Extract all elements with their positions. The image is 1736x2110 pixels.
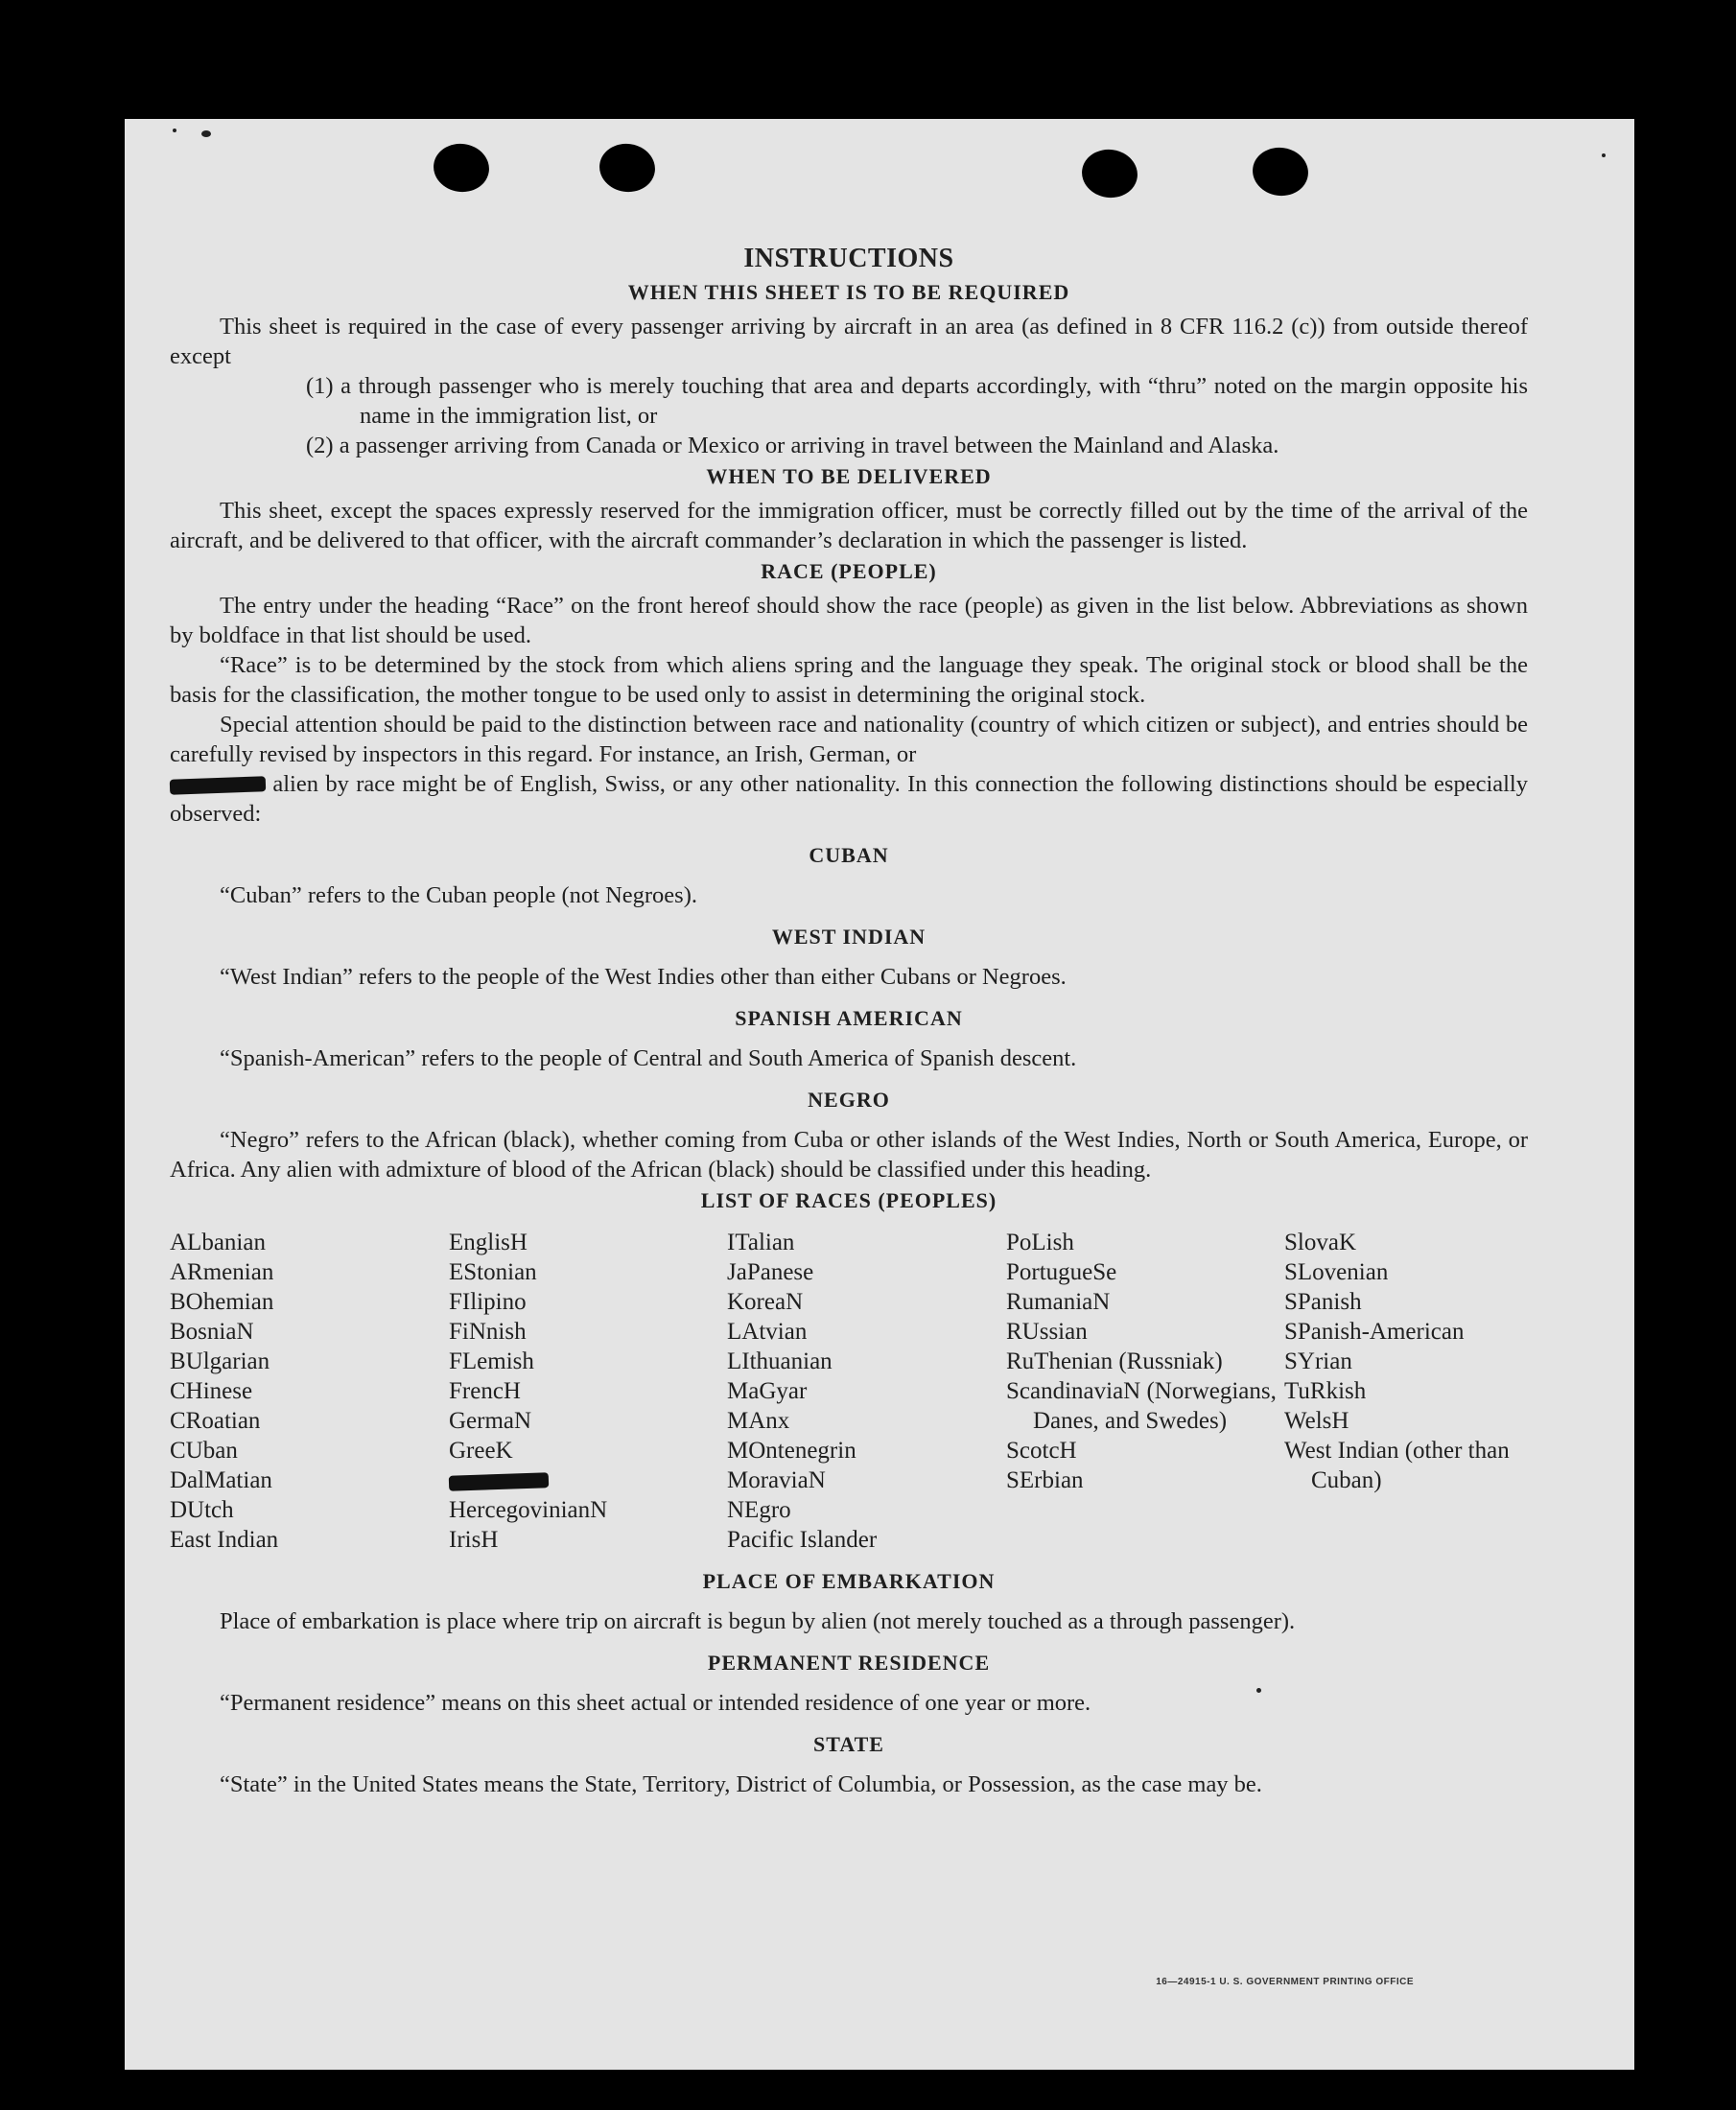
section-heading-delivered: WHEN TO BE DELIVERED (706, 464, 992, 488)
race-item: MoraviaN (727, 1467, 826, 1493)
section-heading-residence: PERMANENT RESIDENCE (707, 1651, 991, 1675)
race-item: LIthuanian (727, 1348, 833, 1374)
negro-text: “Negro” refers to the African (black), whether coming from Cuba or other islands of the West Indies, North or South America, Europe, or Africa. Any alien with admixture of blood of the African (black) should be classified under this heading. (170, 1127, 1528, 1183)
race-item: SPanish-American (1284, 1319, 1465, 1345)
speck-mark (201, 130, 211, 137)
race-item: IrisH (449, 1527, 499, 1553)
instructions-content (170, 242, 1528, 1799)
race-item: HercegovinianN (449, 1497, 608, 1523)
speck-mark (1602, 153, 1606, 157)
race-item: MaGyar (727, 1378, 808, 1404)
race-item: SlovaK (1284, 1230, 1356, 1255)
race-item: TuRkish (1284, 1378, 1367, 1404)
race-column-5 (1284, 1228, 1562, 1555)
required-item-2: (2) a passenger arriving from Canada or Mexico or arriving in travel between the Mainland and Alaska. (306, 433, 1279, 458)
required-item-1: (1) a through passenger who is merely touching that area and departs accordingly, with “thru” noted on the margin opposite his name in the immigration list, or (306, 373, 1528, 429)
redaction-mark (449, 1472, 549, 1491)
punch-hole (597, 140, 658, 196)
race-paragraph-3a: Special attention should be paid to the distinction between race and nationality (country of which citizen or subject), and entries should be carefully revised by inspectors in this regard. For instance, an Irish, German, or (170, 712, 1528, 767)
race-item: NEgro (727, 1497, 791, 1523)
race-item: CHinese (170, 1378, 253, 1404)
document-sheet (125, 119, 1634, 2070)
race-item: LAtvian (727, 1319, 808, 1345)
race-item: West Indian (other than Cuban) (1284, 1438, 1510, 1493)
cuban-text: “Cuban” refers to the Cuban people (not Negroes). (220, 882, 697, 908)
race-item: SYrian (1284, 1348, 1352, 1374)
punch-hole (431, 140, 492, 196)
race-item: CUban (170, 1438, 238, 1464)
race-item: SErbian (1006, 1467, 1084, 1493)
race-item: WelsH (1284, 1408, 1349, 1434)
race-column-4 (1006, 1228, 1284, 1555)
embarkation-text: Place of embarkation is place where trip on aircraft is begun by alien (not merely touched as a through passenger). (220, 1608, 1296, 1634)
race-paragraph-1: The entry under the heading “Race” on the front hereof should show the race (people) as given in the list below. Abbreviations as shown by boldface in that list should be used. (170, 593, 1528, 648)
race-item: GermaN (449, 1408, 532, 1434)
race-item: RUssian (1006, 1319, 1088, 1345)
race-item: DUtch (170, 1497, 234, 1523)
race-item: GreeK (449, 1438, 513, 1464)
race-item-redacted (449, 1465, 727, 1495)
speck-mark (173, 129, 176, 132)
race-column-1 (170, 1228, 449, 1555)
redaction-mark (170, 777, 266, 795)
race-item: ARmenian (170, 1259, 274, 1285)
spanish-american-text: “Spanish-American” refers to the people of Central and South America of Spanish descent. (220, 1045, 1077, 1071)
punch-hole (1079, 146, 1140, 201)
race-paragraph-3b: alien by race might be of English, Swiss, or any other nationality. In this connection the following distinctions should be especially observed: (170, 771, 1528, 827)
section-heading-negro: NEGRO (808, 1088, 890, 1112)
race-column-3 (727, 1228, 1006, 1555)
race-item: ScotcH (1006, 1438, 1077, 1464)
section-heading-required: WHEN THIS SHEET IS TO BE REQUIRED (627, 280, 1070, 304)
race-item: CRoatian (170, 1408, 261, 1434)
race-item: JaPanese (727, 1259, 814, 1285)
race-item: RumaniaN (1006, 1289, 1111, 1315)
race-item: ITalian (727, 1230, 795, 1255)
section-heading-embarkation: PLACE OF EMBARKATION (702, 1569, 996, 1593)
punch-hole (1250, 144, 1311, 199)
race-item: EStonian (449, 1259, 537, 1285)
race-paragraph-2: “Race” is to be determined by the stock from which aliens spring and the language they speak. The original stock or blood shall be the basis for the classification, the mother tongue to be used only to assist in determining the original stock. (170, 652, 1528, 708)
section-heading-race: RACE (PEOPLE) (761, 559, 937, 583)
race-item: East Indian (170, 1527, 279, 1553)
race-item: MAnx (727, 1408, 790, 1434)
race-item: Pacific Islander (727, 1527, 878, 1553)
west-indian-text: “West Indian” refers to the people of the West Indies other than either Cubans or Negroes. (220, 964, 1067, 990)
delivered-text: This sheet, except the spaces expressly reserved for the immigration officer, must be correctly filled out by the time of the arrival of the aircraft, and be delivered to that officer, with the aircraft commander’s declaration in which the passenger is listed. (170, 498, 1528, 553)
race-item: BOhemian (170, 1289, 274, 1315)
race-item: SPanish (1284, 1289, 1362, 1315)
section-heading-spanish-american: SPANISH AMERICAN (735, 1006, 963, 1030)
race-item: FiNnish (449, 1319, 527, 1345)
section-heading-state: STATE (813, 1732, 884, 1756)
race-item: EnglisH (449, 1230, 528, 1255)
race-item: KoreaN (727, 1289, 804, 1315)
residence-text: “Permanent residence” means on this sheet actual or intended residence of one year or more. (220, 1690, 1091, 1716)
section-heading-list-of-races: LIST OF RACES (PEOPLES) (700, 1188, 997, 1212)
race-item: DalMatian (170, 1467, 272, 1493)
race-item: FrencH (449, 1378, 521, 1404)
race-item: RuThenian (Russniak) (1006, 1348, 1223, 1374)
race-item: PortugueSe (1006, 1259, 1117, 1285)
race-item: FIlipino (449, 1289, 527, 1315)
state-text: “State” in the United States means the State, Territory, District of Columbia, or Possession, as the case may be. (220, 1771, 1262, 1797)
section-heading-west-indian: WEST INDIAN (771, 925, 927, 949)
race-item: BosniaN (170, 1319, 254, 1345)
race-item: ALbanian (170, 1230, 266, 1255)
race-item: FLemish (449, 1348, 534, 1374)
race-column-2 (449, 1228, 727, 1555)
required-intro: This sheet is required in the case of every passenger arriving by aircraft in an area (as defined in 8 CFR 116.2 (c)) from outside thereof except (170, 314, 1528, 369)
race-item: ScandinaviaN (Norwegians, Danes, and Swedes) (1006, 1378, 1277, 1434)
races-list (170, 1228, 1528, 1555)
race-item: MOntenegrin (727, 1438, 856, 1464)
section-heading-cuban: CUBAN (809, 843, 889, 867)
page-title: INSTRUCTIONS (743, 244, 954, 273)
race-item: BUlgarian (170, 1348, 270, 1374)
race-paragraph-3 (170, 710, 1528, 829)
race-item: SLovenian (1284, 1259, 1389, 1285)
printing-office-code: 16—24915-1 U. S. GOVERNMENT PRINTING OFFICE (1156, 1977, 1414, 1987)
race-item: PoLish (1006, 1230, 1074, 1255)
